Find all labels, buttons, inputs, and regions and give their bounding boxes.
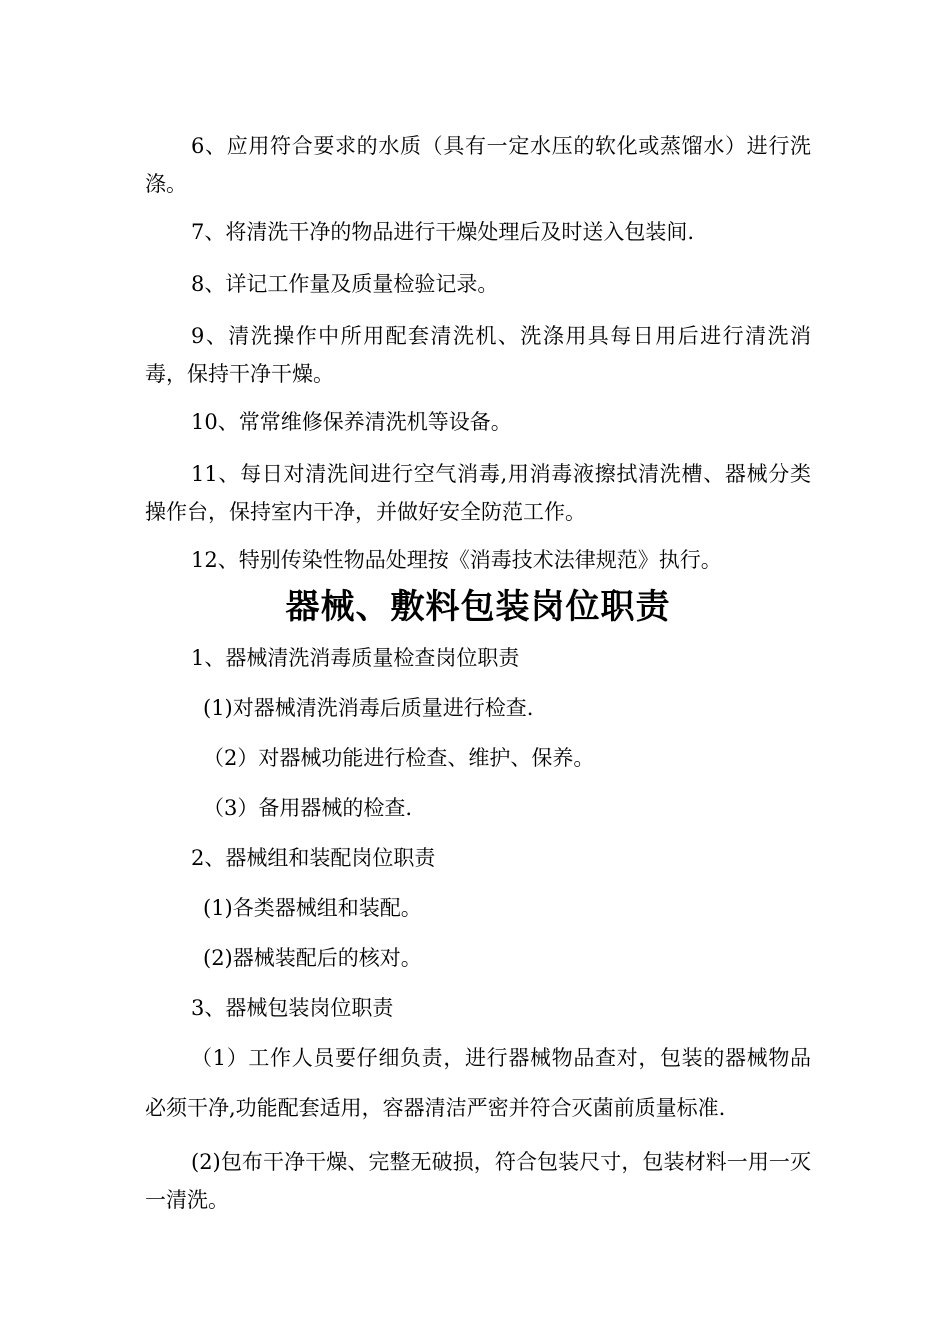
sub-item-1-3: （3）备用器械的检查.: [203, 796, 413, 820]
paragraph-item-11: 11、每日对清洗间进行空气消毒,用消毒液擦拭清洗槽、器械分类操作台，保持室内干净，并做好安全防范工作。: [145, 462, 811, 524]
sub-item-3-2: (2)包布干净干燥、完整无破损，符合包装尺寸，包装材料一用一灭一清洗。: [145, 1150, 811, 1212]
paragraph-item-12: 12、特别传染性物品处理按《消毒技术法律规范》执行。: [191, 548, 722, 572]
sub-item-2-1: (1)各类器械组和装配。: [203, 896, 422, 920]
paragraph-item-6: 6、应用符合要求的水质（具有一定水压的软化或蒸馏水）进行洗涤。: [145, 134, 811, 196]
sub-item-2-2: (2)器械装配后的核对。: [203, 946, 422, 970]
paragraph-item-10: 10、常常维修保养清洗机等设备。: [191, 410, 512, 434]
section-title-2: 2、器械组和装配岗位职责: [191, 846, 436, 870]
sub-item-1-1: (1)对器械清洗消毒后质量进行检查.: [203, 696, 534, 720]
sub-item-1-2: （2）对器械功能进行检查、维护、保养。: [203, 746, 595, 770]
paragraph-item-7: 7、将清洗干净的物品进行干燥处理后及时送入包装间.: [191, 220, 695, 244]
section-title-1: 1、器械清洗消毒质量检查岗位职责: [191, 646, 520, 670]
document-body: [145, 127, 811, 1219]
section-heading: 器械、敷料包装岗位职责: [285, 587, 671, 627]
sub-item-3-1: （1）工作人员要仔细负责，进行器械物品查对，包装的器械物品必须干净,功能配套适用，容器清洁严密并符合灭菌前质量标准.: [145, 1046, 811, 1120]
paragraph-item-9: 9、清洗操作中所用配套清洗机、洗涤用具每日用后进行清洗消毒，保持干净干燥。: [145, 324, 811, 386]
section-title-3: 3、器械包装岗位职责: [191, 996, 394, 1020]
paragraph-item-8: 8、详记工作量及质量检验记录。: [191, 272, 499, 296]
